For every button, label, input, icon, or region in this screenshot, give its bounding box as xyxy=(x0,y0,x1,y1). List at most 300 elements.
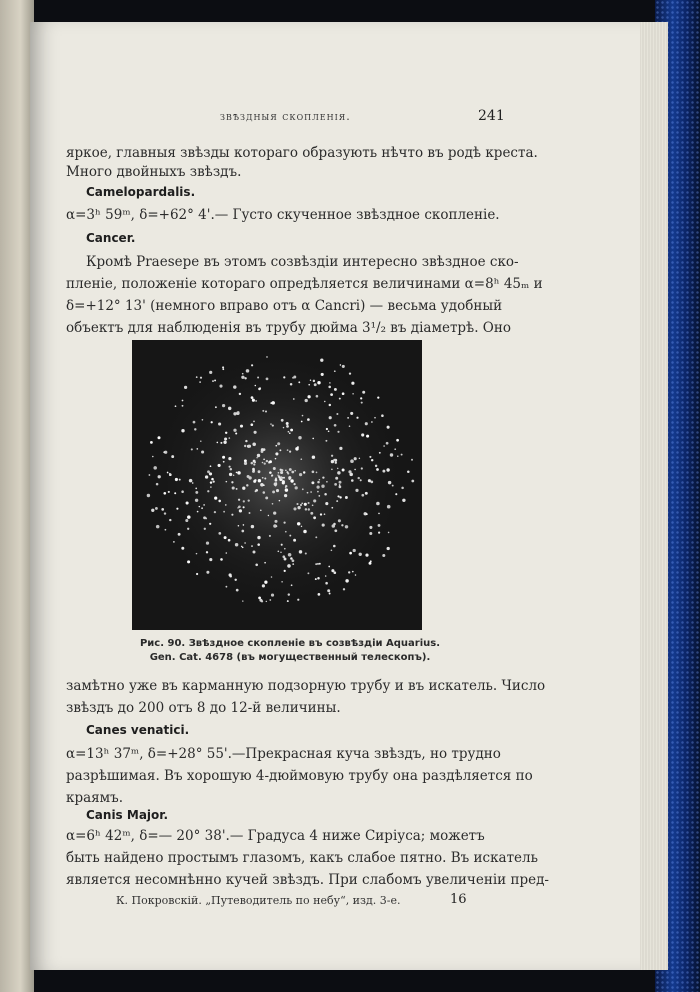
star-dot xyxy=(179,479,181,481)
star-dot xyxy=(187,528,189,530)
star-dot xyxy=(352,571,354,573)
star-dot xyxy=(366,435,369,438)
star-dot xyxy=(339,481,342,484)
star-dot xyxy=(307,492,309,494)
star-dot xyxy=(351,479,354,482)
star-dot xyxy=(230,468,232,470)
star-dot xyxy=(207,490,209,492)
star-dot xyxy=(315,563,317,565)
star-dot xyxy=(386,442,389,445)
star-dot xyxy=(369,526,372,529)
star-dot xyxy=(376,468,379,471)
star-dot xyxy=(181,490,184,493)
body-line: α=3ʰ 59ᵐ, δ=+62° 4'.— Густо скученное звѣздное скопленіе. xyxy=(66,207,500,223)
star-dot xyxy=(242,600,243,601)
star-dot xyxy=(271,576,273,578)
star-dot xyxy=(349,425,351,427)
star-dot xyxy=(272,425,274,427)
body-line: быть найдено простымъ глазомъ, какъ слабое пятно. Въ искатель xyxy=(66,850,538,866)
star-dot xyxy=(269,535,271,537)
star-dot xyxy=(307,395,310,398)
star-dot xyxy=(264,477,266,479)
star-dot xyxy=(187,560,190,563)
star-dot xyxy=(345,496,348,499)
star-dot xyxy=(288,431,290,433)
star-dot xyxy=(235,432,237,434)
star-dot xyxy=(283,376,285,378)
star-dot xyxy=(314,383,317,386)
running-head: звѣздныя скопленія. xyxy=(220,110,351,123)
star-dot xyxy=(243,500,245,502)
star-dot xyxy=(316,485,319,488)
star-dot xyxy=(329,593,331,595)
star-dot xyxy=(243,524,245,526)
star-dot xyxy=(277,442,280,445)
star-dot xyxy=(279,500,281,502)
star-dot xyxy=(324,493,327,496)
star-dot xyxy=(275,458,277,460)
body-line: является несомнѣнно кучей звѣздъ. При слабомъ увеличеніи пред- xyxy=(66,872,549,888)
star-dot xyxy=(222,366,224,368)
star-dot xyxy=(271,401,275,405)
star-dot xyxy=(329,382,331,384)
star-dot xyxy=(305,399,308,402)
star-dot xyxy=(246,369,250,373)
star-dot xyxy=(196,573,198,575)
star-dot xyxy=(325,582,328,585)
star-dot xyxy=(278,472,280,474)
star-dot xyxy=(296,503,298,505)
star-dot xyxy=(361,494,364,497)
star-dot xyxy=(359,553,362,556)
star-dot xyxy=(244,377,246,379)
star-dot xyxy=(348,470,351,473)
star-dot xyxy=(366,513,368,515)
body-line: звѣздъ до 200 отъ 8 до 12-й величины. xyxy=(66,700,341,716)
star-dot xyxy=(201,507,203,509)
star-dot xyxy=(321,373,324,376)
star-dot xyxy=(219,385,222,388)
star-dot xyxy=(203,504,205,506)
star-dot xyxy=(253,463,255,465)
star-dot xyxy=(171,455,174,458)
star-dot xyxy=(355,574,357,576)
star-dot xyxy=(319,479,320,480)
star-dot xyxy=(269,460,272,463)
star-dot xyxy=(337,495,339,497)
star-dot xyxy=(182,405,184,407)
star-dot xyxy=(324,401,325,402)
star-dot xyxy=(287,600,289,602)
star-dot xyxy=(319,563,321,565)
star-dot xyxy=(194,428,196,430)
star-dot xyxy=(280,479,281,480)
star-dot xyxy=(156,483,159,486)
star-dot xyxy=(292,377,294,379)
star-dot xyxy=(345,579,348,582)
star-dot xyxy=(303,471,305,473)
star-dot xyxy=(247,475,250,478)
star-dot xyxy=(411,480,414,483)
star-dot xyxy=(378,513,380,515)
star-dot xyxy=(187,515,191,519)
star-dot xyxy=(310,491,312,493)
star-dot xyxy=(195,491,198,494)
star-dot xyxy=(392,485,394,487)
star-dot xyxy=(275,478,277,480)
star-dot xyxy=(297,522,300,525)
star-dot xyxy=(333,523,336,526)
star-dot xyxy=(242,547,244,549)
star-dot xyxy=(331,569,334,572)
star-dot xyxy=(374,417,376,419)
star-dot xyxy=(281,544,283,546)
star-dot xyxy=(265,496,268,499)
star-dot xyxy=(248,499,250,501)
star-dot xyxy=(376,502,380,506)
star-dot xyxy=(284,548,286,550)
star-cluster-image xyxy=(132,340,422,630)
star-dot xyxy=(242,373,244,375)
star-dot xyxy=(350,459,354,463)
star-dot xyxy=(235,543,238,546)
star-dot xyxy=(259,599,262,602)
star-dot xyxy=(337,468,339,470)
star-dot xyxy=(263,491,266,494)
star-dot xyxy=(261,448,264,451)
star-dot xyxy=(310,380,311,381)
body-line: пленіе, положеніе котораго опредѣляется величинами α=8ʰ 45ₘ и xyxy=(66,276,543,292)
star-dot xyxy=(283,477,285,479)
star-dot xyxy=(308,384,310,386)
star-dot xyxy=(402,499,405,502)
star-dot xyxy=(336,500,338,502)
star-dot xyxy=(233,385,236,388)
star-dot xyxy=(218,422,221,425)
star-dot xyxy=(246,484,248,486)
section-heading: Canes venatici. xyxy=(86,723,190,737)
star-dot xyxy=(237,471,241,475)
star-dot xyxy=(225,586,227,588)
star-dot xyxy=(335,477,338,480)
star-dot xyxy=(262,462,264,464)
star-dot xyxy=(342,469,345,472)
body-line: α=13ʰ 37ᵐ, δ=+28° 55'.—Прекрасная куча звѣздъ, но трудно xyxy=(66,746,501,762)
star-dot xyxy=(149,474,151,476)
facing-page-edge xyxy=(0,0,34,992)
star-dot xyxy=(255,400,257,402)
star-dot xyxy=(279,449,281,451)
star-dot xyxy=(365,422,368,425)
star-dot xyxy=(382,554,385,557)
star-dot xyxy=(228,457,231,460)
star-dot xyxy=(206,571,209,574)
star-dot xyxy=(233,429,236,432)
star-dot xyxy=(264,562,266,564)
star-dot xyxy=(365,492,368,495)
star-dot xyxy=(167,472,169,474)
star-dot xyxy=(243,506,245,508)
star-dot xyxy=(278,551,280,553)
star-dot xyxy=(156,525,160,529)
star-dot xyxy=(301,421,303,423)
star-dot xyxy=(352,393,354,395)
star-dot xyxy=(298,436,301,439)
star-dot xyxy=(262,477,264,479)
star-dot xyxy=(336,413,338,415)
star-dot xyxy=(152,456,154,458)
star-dot xyxy=(193,421,196,424)
star-dot xyxy=(205,475,208,478)
star-dot xyxy=(299,550,302,553)
star-dot xyxy=(290,383,293,386)
star-dot xyxy=(220,558,223,561)
star-dot xyxy=(321,485,324,488)
star-dot xyxy=(315,536,317,538)
star-dot xyxy=(317,563,319,565)
star-dot xyxy=(195,499,198,502)
star-dot xyxy=(273,467,276,470)
star-dot xyxy=(339,486,342,489)
star-dot xyxy=(284,570,286,572)
star-dot xyxy=(225,504,227,506)
star-dot xyxy=(369,456,371,458)
star-dot xyxy=(275,445,277,447)
star-dot xyxy=(369,532,372,535)
figure-caption: Рис. 90. Звѣздное скопленіе въ созвѣздіи Aquarius. xyxy=(139,638,441,649)
star-dot xyxy=(163,492,166,495)
star-dot xyxy=(334,370,336,372)
star-dot xyxy=(381,414,384,417)
star-dot xyxy=(342,392,345,395)
star-dot xyxy=(169,473,171,475)
star-dot xyxy=(334,424,337,427)
star-dot xyxy=(326,428,328,430)
star-dot xyxy=(195,488,197,490)
star-dot xyxy=(361,467,363,469)
star-dot xyxy=(276,489,279,492)
star-dot xyxy=(232,486,235,489)
star-dot xyxy=(222,368,224,370)
star-dot xyxy=(260,483,264,487)
star-dot xyxy=(331,455,333,457)
star-dot xyxy=(328,430,330,432)
star-dot xyxy=(255,564,258,567)
star-dot xyxy=(255,490,257,492)
star-dot xyxy=(204,528,206,530)
star-dot xyxy=(189,479,193,483)
star-dot xyxy=(275,452,278,455)
star-dot xyxy=(313,380,315,382)
star-dot xyxy=(286,422,289,425)
star-dot xyxy=(251,545,253,547)
star-dot xyxy=(289,535,291,537)
star-dot xyxy=(249,512,251,514)
star-dot xyxy=(214,379,216,381)
star-dot xyxy=(329,416,332,419)
body-line: разрѣшимая. Въ хорошую 4-дюймовую трубу она раздѣляется по xyxy=(66,768,533,784)
star-dot xyxy=(370,560,372,562)
body-line: α=6ʰ 42ᵐ, δ=— 20° 38'.— Градуса 4 ниже Сиріуса; можетъ xyxy=(66,828,485,844)
star-dot xyxy=(169,519,171,521)
page-header xyxy=(30,108,640,130)
star-dot xyxy=(411,459,413,461)
star-dot xyxy=(205,517,207,519)
star-dot xyxy=(339,398,341,400)
star-dot xyxy=(163,451,165,453)
star-dot xyxy=(181,547,184,550)
star-dot xyxy=(258,388,261,391)
star-dot xyxy=(339,496,341,498)
star-dot xyxy=(245,440,247,442)
star-dot xyxy=(254,461,256,463)
star-dot xyxy=(284,494,287,497)
star-dot xyxy=(325,575,327,577)
star-dot xyxy=(215,406,217,408)
star-dot xyxy=(274,482,278,486)
star-dot xyxy=(293,483,295,485)
star-dot xyxy=(218,464,221,467)
star-dot xyxy=(209,558,212,561)
star-dot xyxy=(226,552,228,554)
star-dot xyxy=(175,405,177,407)
star-dot xyxy=(196,376,198,378)
star-dot xyxy=(285,470,286,471)
star-dot xyxy=(223,461,225,463)
star-dot xyxy=(254,431,257,434)
star-dot xyxy=(287,564,291,568)
body-line: объектъ для наблюденія въ трубу дюйма 3¹/₂ въ діаметрѣ. Оно xyxy=(66,320,511,336)
star-dot xyxy=(281,581,283,583)
star-dot xyxy=(285,485,287,487)
section-heading: Canis Major. xyxy=(86,808,169,822)
star-dot xyxy=(248,445,251,448)
star-dot xyxy=(334,529,337,532)
star-dot xyxy=(307,418,310,421)
star-dot xyxy=(206,541,209,544)
body-line: замѣтно уже въ карманную подзорную трубу и въ искатель. Число xyxy=(66,678,546,694)
section-heading: Cancer. xyxy=(86,231,136,245)
star-dot xyxy=(258,470,261,473)
star-dot xyxy=(387,426,390,429)
star-dot xyxy=(257,377,259,379)
star-dot xyxy=(272,490,275,493)
star-dot xyxy=(233,474,235,476)
star-dot xyxy=(212,380,214,382)
star-dot xyxy=(318,495,320,497)
star-dot xyxy=(288,553,292,557)
star-dot xyxy=(297,599,299,601)
star-cluster-illustration xyxy=(132,340,422,630)
star-dot xyxy=(304,503,307,506)
star-dot xyxy=(176,508,178,510)
star-dot xyxy=(341,524,343,526)
star-dot xyxy=(271,475,273,477)
star-dot xyxy=(295,486,298,489)
star-dot xyxy=(353,549,356,552)
star-dot xyxy=(273,511,276,514)
star-dot xyxy=(371,421,373,423)
star-dot xyxy=(210,465,212,467)
star-dot xyxy=(263,484,265,486)
star-dot xyxy=(196,448,198,450)
star-dot xyxy=(236,472,238,474)
star-dot xyxy=(350,412,353,415)
star-dot xyxy=(229,473,232,476)
star-dot xyxy=(317,481,320,484)
star-dot xyxy=(375,465,377,467)
star-dot xyxy=(280,469,282,471)
star-dot xyxy=(222,456,225,459)
star-dot xyxy=(395,493,397,495)
star-dot xyxy=(228,539,231,542)
star-dot xyxy=(322,524,325,527)
star-dot xyxy=(329,404,331,406)
star-dot xyxy=(251,462,254,465)
star-dot xyxy=(288,476,291,479)
star-dot xyxy=(360,479,362,481)
star-dot xyxy=(316,472,318,474)
star-dot xyxy=(173,541,175,543)
star-dot xyxy=(231,481,233,483)
star-dot xyxy=(253,480,256,483)
star-dot xyxy=(305,508,307,510)
star-dot xyxy=(239,393,241,395)
star-dot xyxy=(229,573,232,576)
star-dot xyxy=(273,524,277,528)
star-dot xyxy=(200,377,202,379)
star-dot xyxy=(209,371,212,374)
star-dot xyxy=(218,500,221,503)
star-dot xyxy=(157,436,160,439)
star-dot xyxy=(178,533,181,536)
star-dot xyxy=(192,482,194,484)
star-dot xyxy=(289,468,292,471)
star-dot xyxy=(241,530,244,533)
star-dot xyxy=(217,442,219,444)
star-dot xyxy=(348,571,350,573)
star-dot xyxy=(263,458,265,460)
star-dot xyxy=(256,457,257,458)
star-dot xyxy=(313,516,316,519)
star-dot xyxy=(365,554,368,557)
star-dot xyxy=(312,504,314,506)
star-dot xyxy=(244,445,246,447)
star-dot xyxy=(331,549,333,551)
star-dot xyxy=(241,376,244,379)
star-dot xyxy=(238,525,240,527)
star-dot xyxy=(210,486,211,487)
star-dot xyxy=(292,563,294,565)
star-dot xyxy=(293,507,296,510)
star-dot xyxy=(349,552,352,555)
star-dot xyxy=(407,471,410,474)
star-dot xyxy=(168,491,170,493)
star-dot xyxy=(378,532,380,534)
star-dot xyxy=(228,407,231,410)
body-line: яркое, главныя звѣзды котораго образують нѣчто въ родѣ креста. xyxy=(66,145,538,161)
star-dot xyxy=(226,481,228,483)
star-dot xyxy=(356,417,358,419)
star-dot xyxy=(250,423,253,426)
star-dot xyxy=(340,364,341,365)
star-dot xyxy=(269,471,272,474)
star-dot xyxy=(251,396,254,399)
star-dot xyxy=(223,511,225,513)
star-dot xyxy=(333,459,335,461)
star-dot xyxy=(210,481,212,483)
star-dot xyxy=(251,364,253,366)
